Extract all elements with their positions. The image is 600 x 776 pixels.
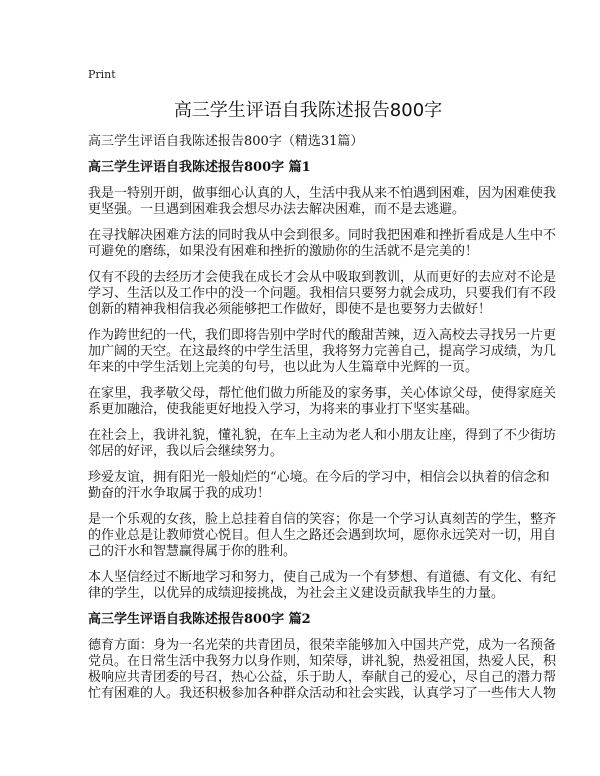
section-heading: 高三学生评语自我陈述报告800字 篇2: [88, 612, 311, 627]
paragraph-line: 在家里，我孝敬父母，帮忙他们做力所能及的家务事，关心体谅父母，使得家庭关: [88, 386, 557, 401]
paragraph: [88, 570, 557, 602]
paragraph: [88, 328, 557, 376]
paragraph-line: 作为跨世纪的一代，我们即将告别中学时代的酸甜苦辣，迈入高校去寻找另一片更: [88, 328, 557, 343]
paragraph-line: 在寻找解决困难方法的同时我从中会到很多。同时我把困难和挫折看成是人生中不: [88, 228, 557, 243]
paragraph-line: 可避免的磨练，如果没有困难和挫折的激励你的生活就不是完美的！: [88, 244, 479, 259]
print-link[interactable]: Print: [88, 68, 116, 81]
paragraph: [88, 470, 550, 502]
paragraph: [88, 228, 557, 260]
paragraph-line: 己的汗水和智慧赢得属于你的胜利。: [88, 544, 297, 559]
section-heading: 高三学生评语自我陈述报告800字 篇1: [88, 160, 311, 175]
paragraph-line: 我是一特别开朗，做事细心认真的人，生活中我从来不怕遇到困难，因为困难使我: [88, 186, 557, 201]
paragraph-line: 本人坚信经过不断地学习和努力，使自己成为一个有梦想、有道德、有文化、有纪: [88, 570, 557, 585]
document-title: 高三学生评语自我陈述报告800字: [173, 100, 443, 121]
paragraph: [88, 638, 557, 702]
paragraph-line: 极响应共青团委的号召，热心公益，乐于助人，奉献自己的爱心，尽自己的潜力帮: [88, 670, 557, 685]
paragraph-line: 在社会上，我讲礼貌，懂礼貌，在车上主动为老人和小朋友让座，得到了不少街坊: [88, 428, 557, 443]
paragraph-line: 是一个乐观的女孩，脸上总挂着自信的笑容；你是一个学习认真刻苦的学生，整齐: [88, 512, 557, 527]
paragraph-line: 邻居的好评，我以后会继续努力。: [88, 444, 284, 459]
paragraph-line: 党员。在日常生活中我努力以身作则，知荣辱，讲礼貌，热爱祖国，热爱人民，积: [88, 654, 557, 669]
paragraph-line: 忙有困难的人。我还积极参加各种群众活动和社会实践，认真学习了一些伟大人物: [88, 686, 557, 701]
paragraph-line: 仅有不段的去经历才会使我在成长才会从中吸取到教训，从而更好的去应对不论是: [88, 270, 557, 285]
paragraph-line: 勤奋的汗水争取属于我的成功！: [88, 486, 271, 501]
paragraph-line: 系更加融洽，使我能更好地投入学习，为将来的事业打下坚实基础。: [88, 402, 479, 417]
paragraph: [88, 186, 557, 218]
paragraph: [88, 512, 557, 560]
document-page: [88, 68, 557, 712]
paragraph-line: 年来的中学生活划上完美的句号，也以此为人生篇章中光辉的一页。: [88, 360, 479, 375]
paragraph-line: 创新的精神我相信我必须能够把工作做好，即使不是也要努力去做好！: [88, 302, 492, 317]
document-body: [88, 160, 557, 702]
paragraph-line: 加广阔的天空。在这最终的中学生活里，我将努力完善自己，提高学习成绩，为几: [88, 344, 557, 359]
paragraph: [88, 270, 557, 318]
paragraph-line: 学习、生活以及工作中的没一个问题。我相信只要努力就会成功，只要我们有不段: [88, 286, 557, 301]
paragraph-line: 更坚强。一旦遇到困难我会想尽办法去解决困难，而不是去逃避。: [88, 202, 466, 217]
paragraph: [88, 428, 557, 460]
paragraph-line: 的作业总是让教师赏心悦目。但人生之路还会遇到坎坷，愿你永远笑对一切，用自: [88, 528, 557, 543]
paragraph-line: 德育方面：身为一名光荣的共青团员，很荣幸能够加入中国共产党，成为一名预备: [88, 638, 557, 653]
paragraph: [88, 386, 557, 418]
paragraph-line: 珍爱友谊，拥有阳光一般灿烂的“心境。在今后的学习中，相信会以执着的信念和: [88, 470, 550, 485]
document-subtitle: 高三学生评语自我陈述报告800字（精选31篇）: [88, 134, 364, 149]
paragraph-line: 律的学生，以优异的成绩迎接挑战，为社会主义建设贡献我毕生的力量。: [88, 586, 505, 601]
